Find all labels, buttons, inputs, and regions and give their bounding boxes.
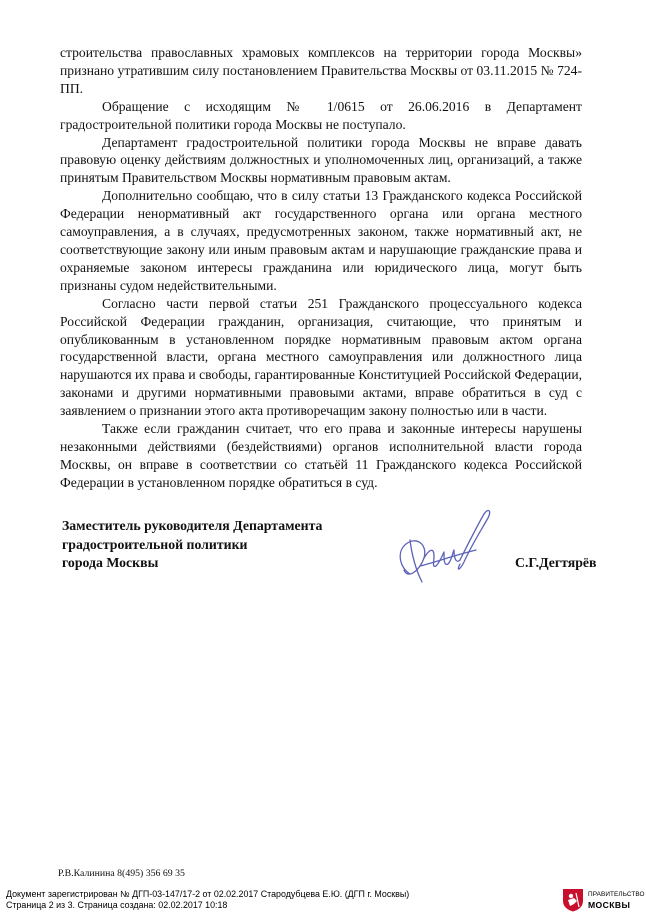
paragraph-civil-code-article-13: Дополнительно сообщаю, что в силу статьи 13 Гражданского кодекса Российской Федерации ненормативный акт государственного органа или органа местного самоуправления, а в случаях, предусмотренных законом, также нормативный акт, не соответствующие закону или иным правовым актам и нарушающие гражданские права и охраняемые законом интересы гражданина или юридического лица, могут быть признаны судом недействительными.: [60, 188, 582, 293]
logo-text: [588, 890, 645, 910]
signer-position-line: градостроительной политики: [62, 536, 248, 552]
moscow-government-logo: [562, 888, 644, 914]
logo-text-moscow: МОСКВЫ: [588, 900, 631, 910]
paragraph-right-to-court: Также если гражданин считает, что его права и законные интересы нарушены незаконными действиями (бездействиями) органов исполнительной власти города Москвы, он вправе в соответствии со статьёй 11 Гражданского кодекса Российской Федерации в установленном порядке обратиться в суд.: [60, 421, 582, 490]
paragraph-appeal-not-received: Обращение с исходящим № 1/0615 от 26.06.2016 в Департамент градостроительной политики города Москвы не поступало.: [60, 98, 582, 132]
signer-position-line: города Москвы: [62, 555, 159, 570]
executor-contact: Р.В.Калинина 8(495) 356 69 35: [58, 868, 185, 879]
signer-position-line: Заместитель руководителя Департамента: [62, 518, 323, 533]
signer-name: С.Г.Дегтярёв: [515, 555, 597, 570]
paragraph-procedure-code-article-251: Согласно части первой статьи 251 Гражданского процессуального кодекса Российской Федерации гражданин, организация, считающие, что принятым и опубликованным в установленном порядке нормативным правовым актом органа государственной власти, органа местного самоуправления или должностного лица нарушаются их права и свободы, гарантированные Конституцией Российской Федерации, законами и другими нормативными правовыми актами, вправе обратиться в суд с заявлением о признании этого акта противоречащим закону полностью или в части.: [60, 295, 582, 419]
logo-text-government: ПРАВИТЕЛЬСТВО: [588, 891, 645, 898]
handwritten-signature: [380, 500, 500, 590]
letter-body: [60, 44, 582, 492]
paragraph-no-legal-assessment: Департамент градостроительной политики города Москвы не вправе давать правовую оценку действиям должностных и уполномоченных лиц, организаций, а также принятым Правительством Москвы нормативным правовым актам.: [60, 134, 582, 186]
signer-position: [62, 517, 382, 573]
registration-stamp: Документ зарегистрирован № ДГП-03-147/17-2 от 02.02.2017 Стародубцева Е.Ю. (ДГП г. Москвы): [6, 889, 410, 899]
moscow-coat-of-arms-icon: [562, 888, 584, 912]
paragraph-continuation: строительства православных храмовых комплексов на территории города Москвы» признано утратившим силу постановлением Правительства Москвы от 03.11.2015 № 724-ПП.: [60, 45, 582, 96]
page-info: Страница 2 из 3. Страница создана: 02.02.2017 10:18: [6, 900, 228, 910]
